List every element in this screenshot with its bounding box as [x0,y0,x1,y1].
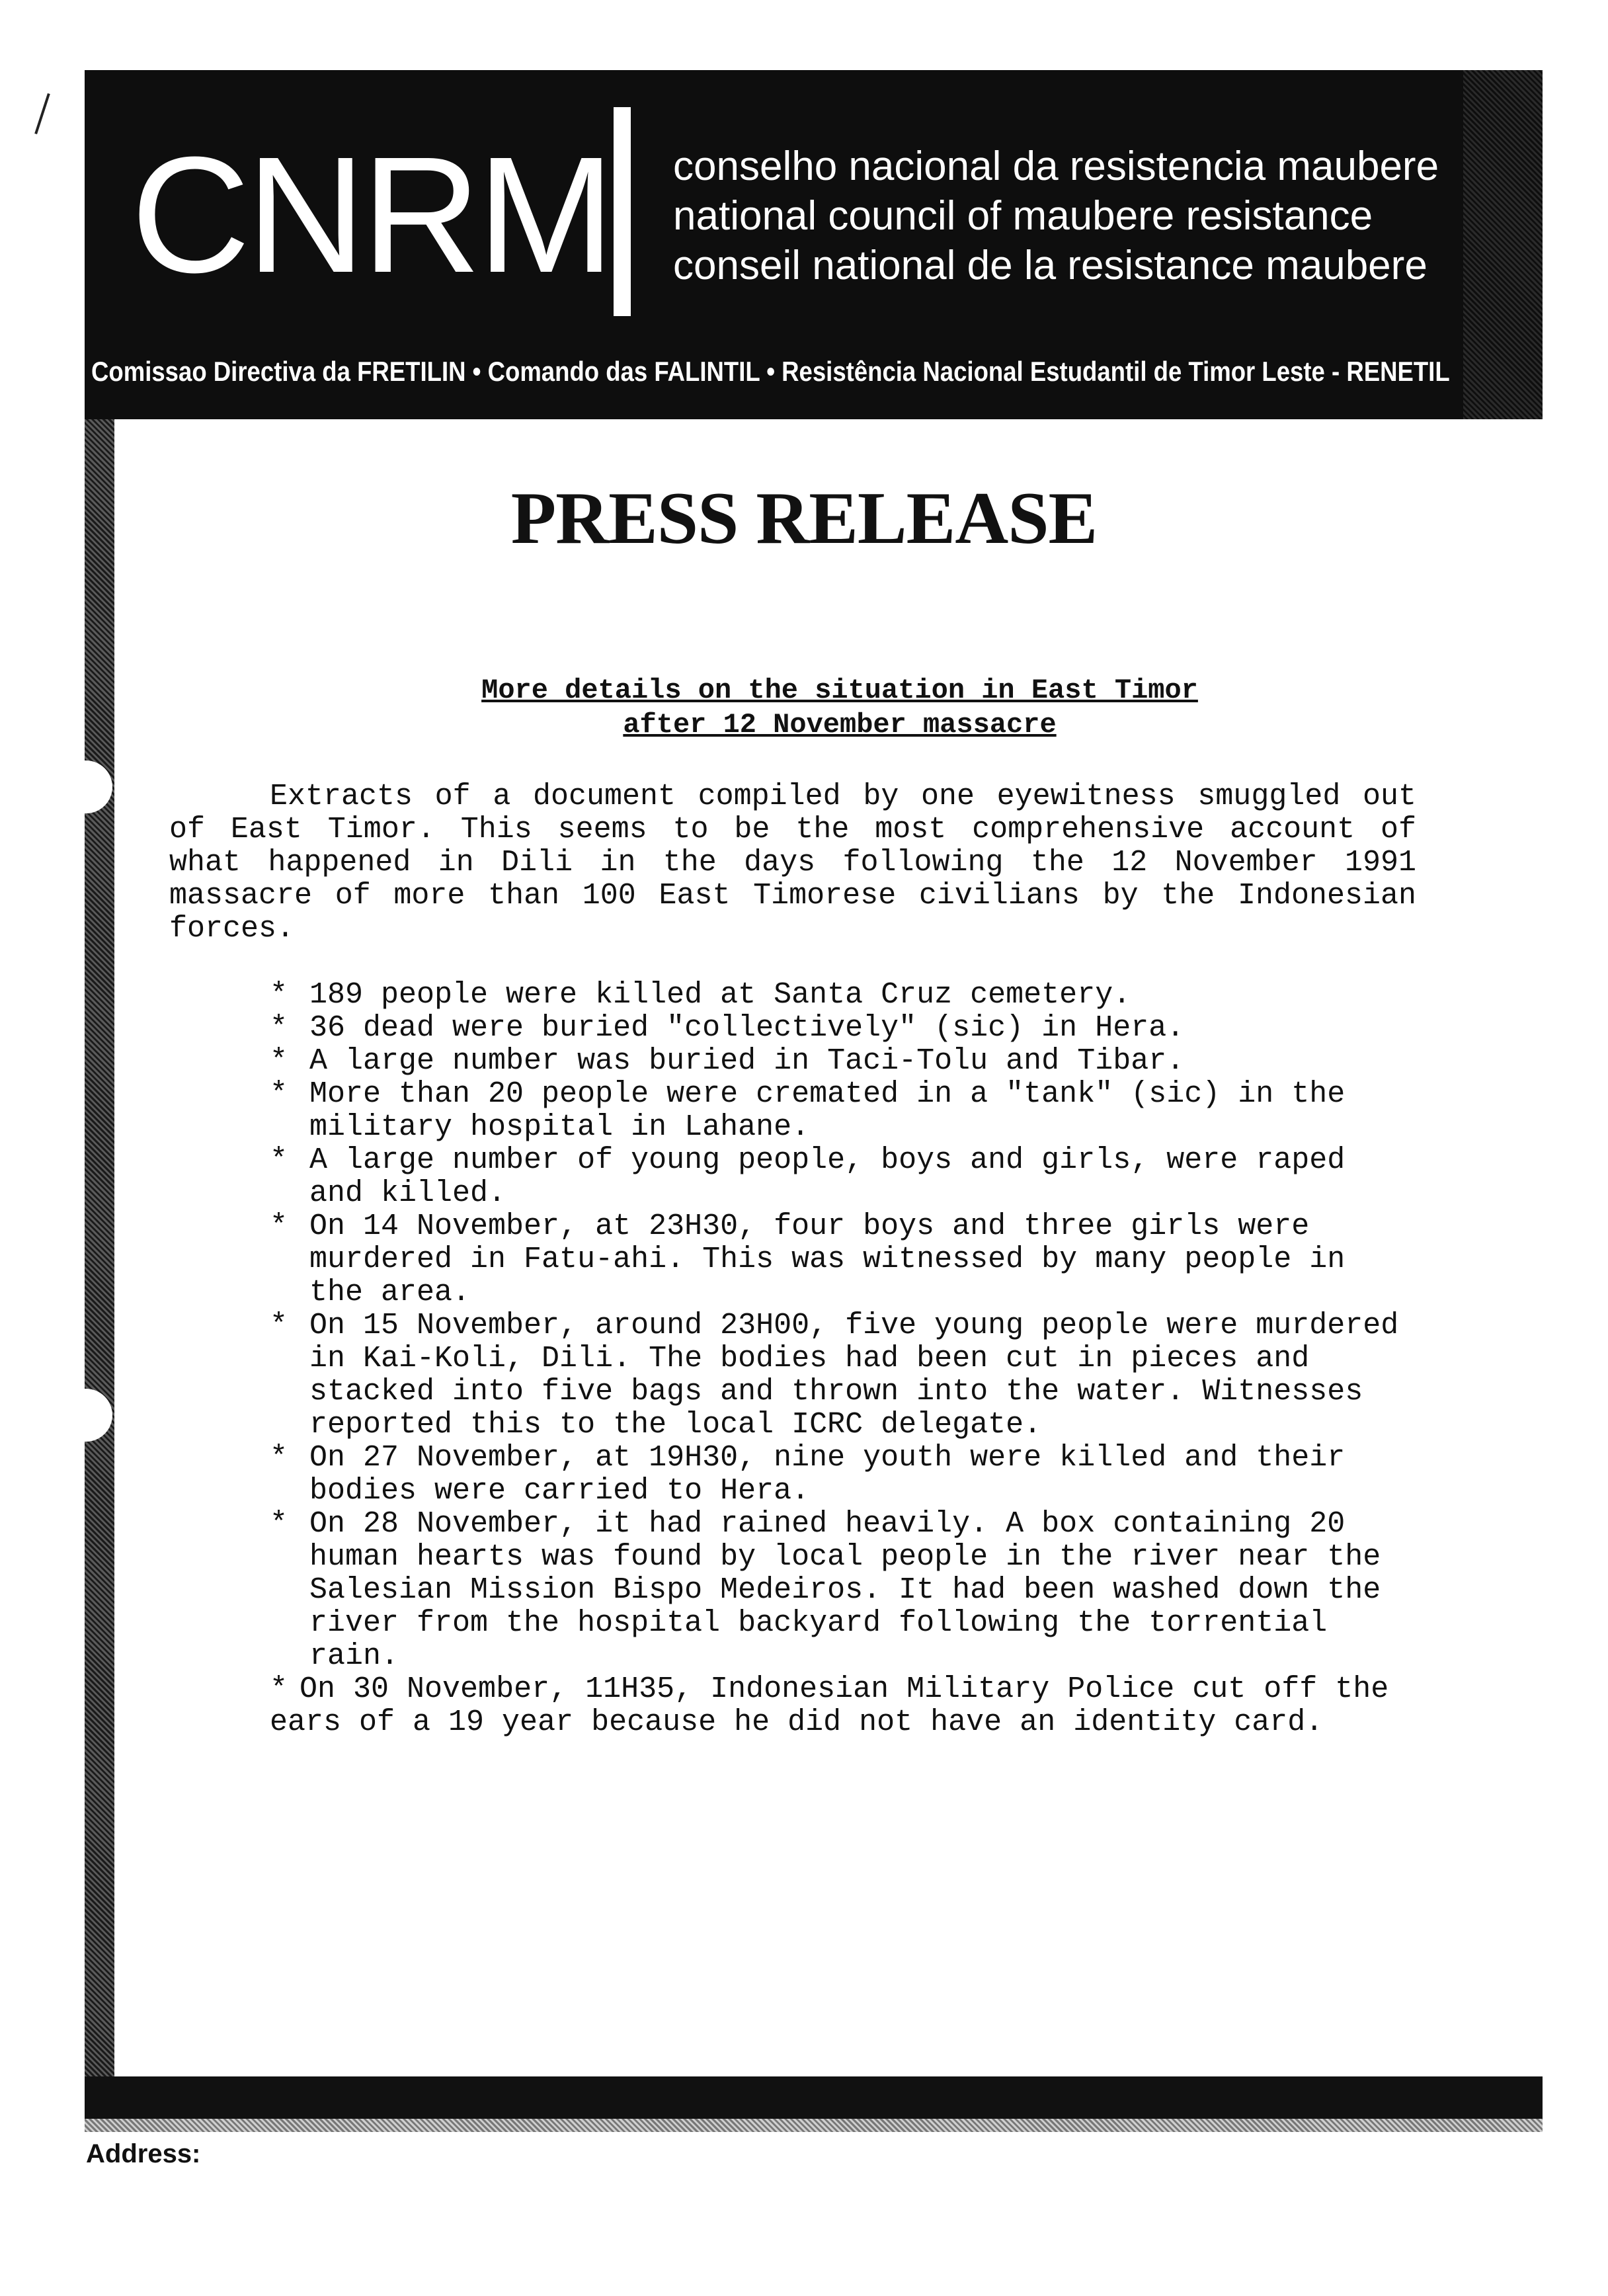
stray-pen-mark [34,93,50,134]
asterisk-icon: * [270,1441,288,1475]
council-name-french: conseil national de la resistance maubere [673,243,1427,288]
list-item [270,1078,1414,1144]
list-item-text: On 14 November, at 23H30, four boys and three girls were murdered in Fatu-ahi. This was witnessed by many people in the area. [309,1210,1346,1309]
asterisk-icon: * [270,1077,288,1111]
list-item-text: A large number of young people, boys and girls, were raped and killed. [309,1143,1346,1210]
list-item [270,1045,1414,1078]
banner-shading [1463,70,1543,419]
list-item-text: A large number was buried in Taci-Tolu and Tibar. [309,1044,1185,1078]
address-label: Address: [86,2139,201,2168]
list-item [270,1309,1414,1442]
intro-paragraph: Extracts of a document compiled by one eyewitness smuggled out of East Timor. This seems to be the most comprehensive account of what happened in Dili in the days following the 12 November 1991 massacre of more than 100 East Timorese civilians by the Indonesian forces. [169,780,1416,946]
asterisk-icon: * [270,1011,288,1045]
page-frame-bottom-strip [85,2119,1543,2132]
list-item [270,1210,1414,1309]
list-item [270,1442,1414,1508]
asterisk-icon: * [270,1210,288,1243]
asterisk-icon: * [270,1309,288,1342]
asterisk-icon: * [270,1672,288,1706]
logo-divider-bar [614,107,631,316]
asterisk-icon: * [270,1507,288,1541]
page-frame-left [85,419,114,2119]
headline-line: More details on the situation in East Timor [481,675,1198,706]
letterhead-banner [85,70,1543,419]
headline [331,673,1349,742]
member-organizations: Comissao Directiva da FRETILIN • Comando das FALINTIL • Resistência Nacional Estudantil de Timor Leste - RENETIL [91,356,1450,387]
list-item-text: More than 20 people were cremated in a "tank" (sic) in the military hospital in Lahane. [309,1077,1346,1144]
headline-line: after 12 November massacre [623,709,1057,741]
cnrm-logo: CNRM [131,122,611,307]
bullet-list [270,979,1414,1739]
council-name-portuguese: conselho nacional da resistencia maubere [673,144,1439,189]
page-frame-bottom [85,2076,1543,2119]
asterisk-icon: * [270,1044,288,1078]
list-item [270,1144,1414,1210]
council-name-english: national council of maubere resistance [673,193,1373,239]
asterisk-icon: * [270,978,288,1012]
asterisk-icon: * [270,1143,288,1177]
list-item-text: On 30 November, 11H35, Indonesian Military Police cut off the ears of a 19 year because he did not have an identity card. [270,1672,1389,1739]
list-item [270,1508,1414,1673]
list-item-text: 36 dead were buried "collectively" (sic) in Hera. [309,1011,1185,1045]
list-item [270,1673,1414,1739]
list-item-text: On 28 November, it had rained heavily. A box containing 20 human hearts was found by local people in the river near the Salesian Mission Bispo Medeiros. It had been washed down the river from the hospital backyard following the torrential rain. [309,1507,1381,1673]
council-names [673,142,1439,290]
press-release-title: PRESS RELEASE [510,477,1098,559]
list-item-text: 189 people were killed at Santa Cruz cemetery. [309,978,1131,1012]
list-item-text: On 15 November, around 23H00, five young people were murdered in Kai-Koli, Dili. The bodies had been cut in pieces and stacked into five bags and thrown into the water. Witnesses reported this to the local ICRC delegate. [309,1309,1399,1442]
list-item [270,979,1414,1012]
list-item-text: On 27 November, at 19H30, nine youth were killed and their bodies were carried to Hera. [309,1441,1346,1508]
list-item [270,1012,1414,1045]
